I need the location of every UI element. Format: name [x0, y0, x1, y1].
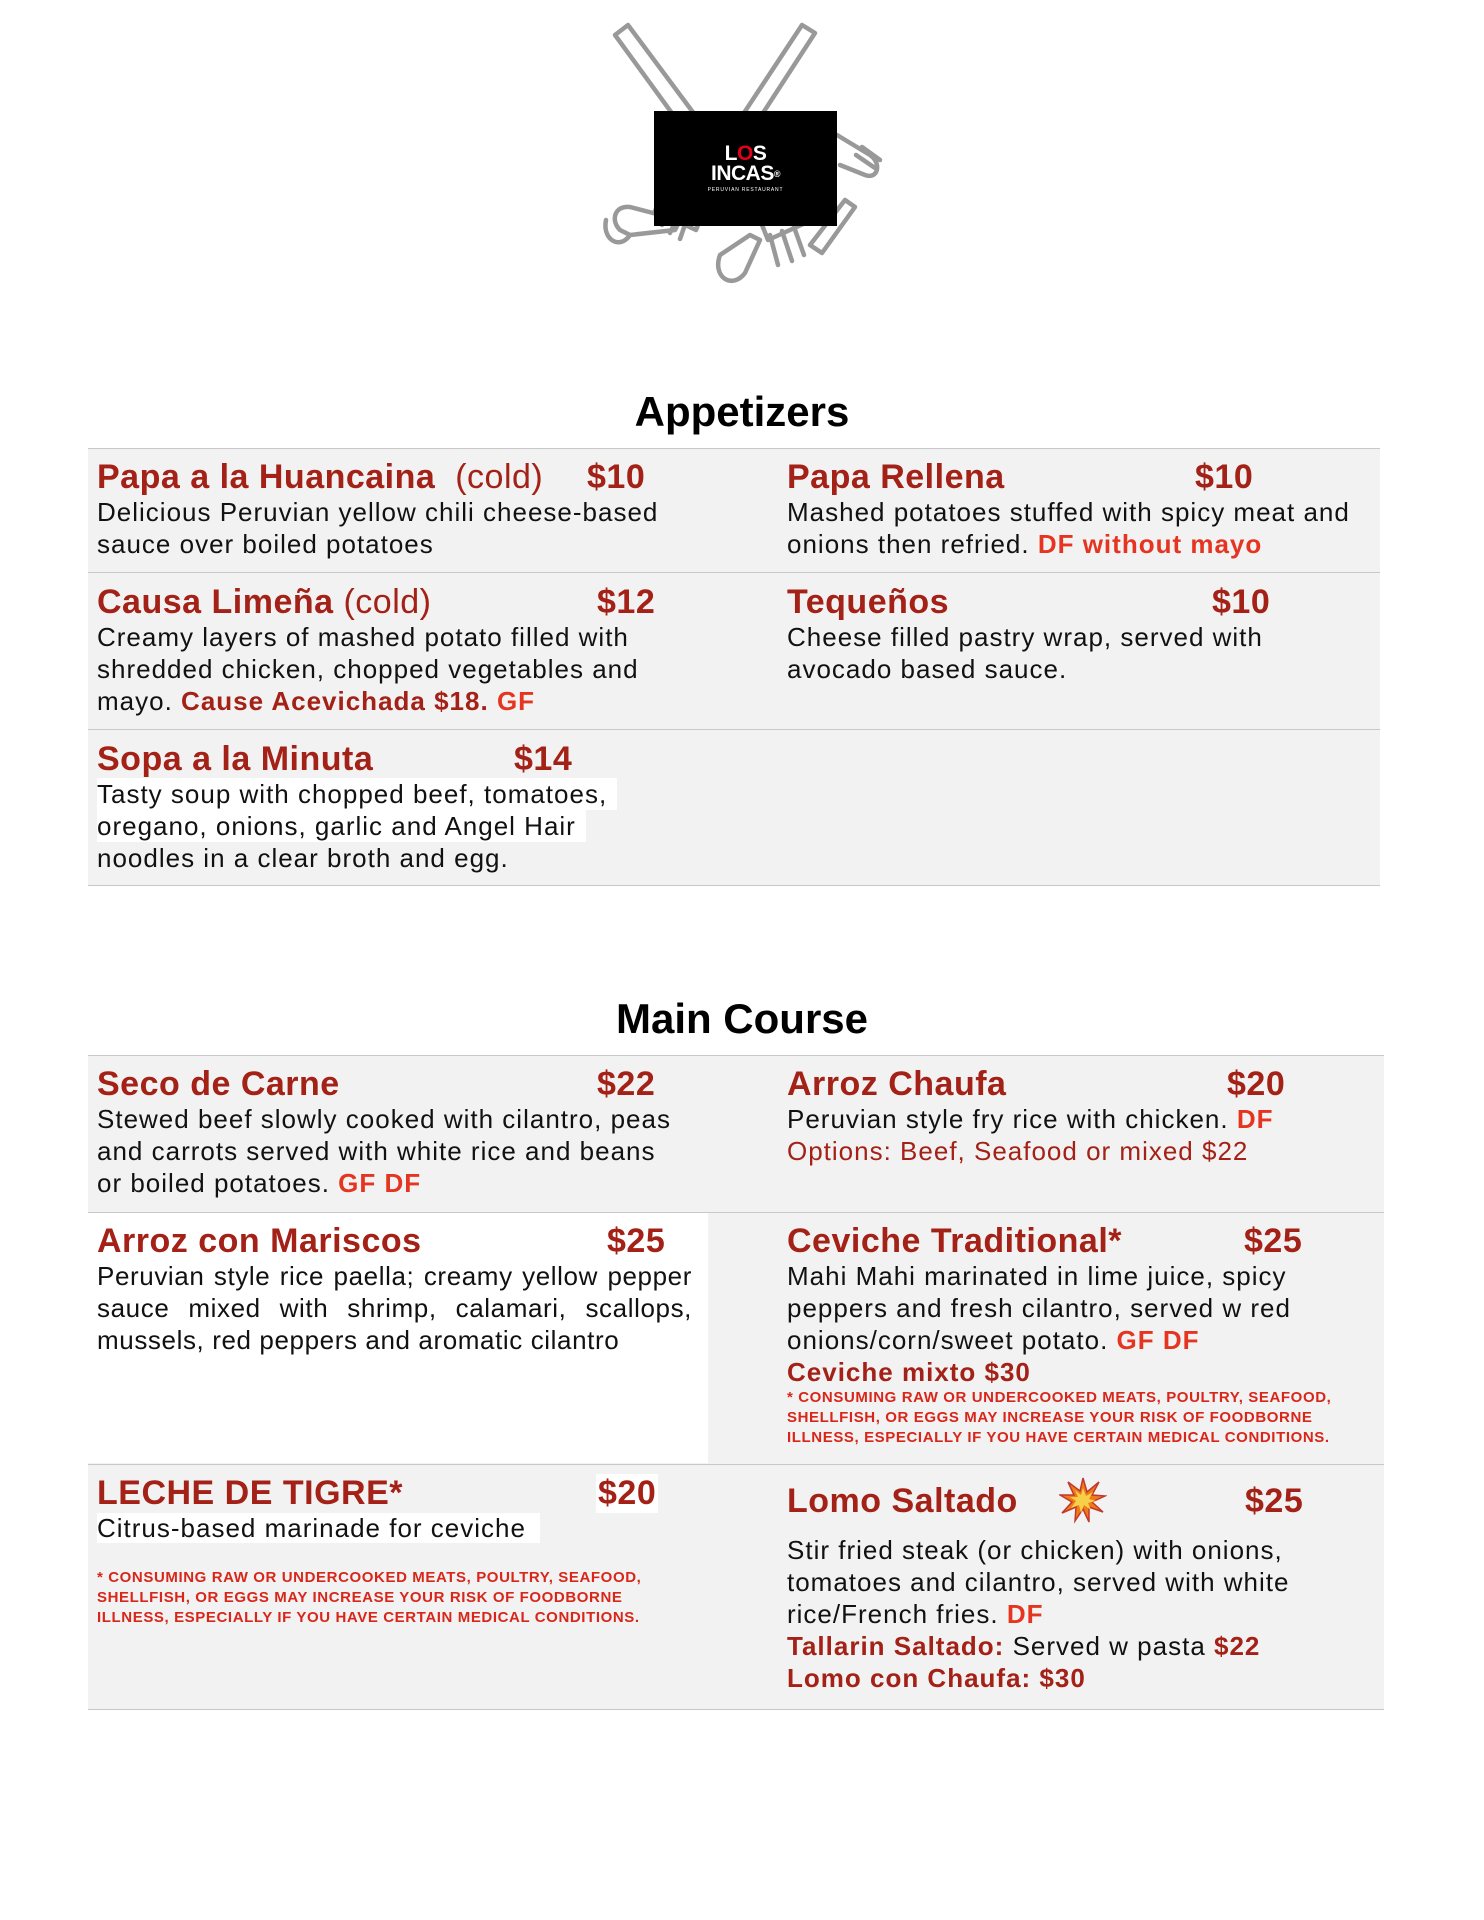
logo-subtitle: PERUVIAN RESTAURANT [707, 187, 784, 193]
dietary-tag: DF without mayo [1037, 529, 1263, 559]
item-name: Ceviche Traditional* [787, 1222, 1122, 1260]
logo-text-incas: INCAS [711, 162, 774, 185]
item-name: LECHE DE TIGRE* [97, 1474, 403, 1512]
raw-food-warning: * CONSUMING RAW OR UNDERCOOKED MEATS, POULTRY, SEAFOOD, SHELLFISH, OR EGGS MAY INCREASE YOUR RISK OF FOODBORNE ILLNESS, ESPECIALLY IF YOU HAVE CERTAIN MEDICAL CONDITIONS. [787, 1389, 1332, 1446]
item-price: $22 [597, 1065, 656, 1103]
menu-item-papa-rellena [787, 458, 1367, 560]
menu-item-lomo-saltado [787, 1482, 1347, 1694]
item-name: Tequeños [787, 583, 950, 621]
raw-food-warning: * CONSUMING RAW OR UNDERCOOKED MEATS, POULTRY, SEAFOOD, SHELLFISH, OR EGGS MAY INCREASE YOUR RISK OF FOODBORNE ILLNESS, ESPECIALLY IF YOU HAVE CERTAIN MEDICAL CONDITIONS. [97, 1569, 642, 1626]
item-name: Seco de Carne [97, 1065, 340, 1103]
menu-item-arroz-chaufa [787, 1065, 1367, 1167]
item-price: $20 [1227, 1065, 1286, 1103]
menu-item-causa-limena [97, 583, 697, 717]
item-description: Cheese filled pastry wrap, served with avocado based sauce. [787, 622, 1263, 684]
item-price: $25 [1244, 1222, 1303, 1260]
item-price: $14 [514, 740, 573, 778]
registered-mark: ® [773, 169, 780, 179]
appetizers-title: Appetizers [634, 388, 850, 435]
main-course-title: Main Course [615, 995, 869, 1042]
row-divider [88, 1464, 1384, 1465]
item-description: Peruvian style rice paella; creamy yellow pepper sauce mixed with shrimp, calamari, scallops, mussels, red peppers and aromatic cilantro [97, 1261, 692, 1355]
item-description: Peruvian style fry rice with chicken. [787, 1104, 1229, 1134]
item-note: (cold) [343, 583, 432, 621]
item-description: Creamy layers of mashed potato filled with shredded chicken, chopped vegetables and mayo. [97, 622, 639, 716]
logo-badge [654, 111, 837, 226]
item-description: Stewed beef slowly cooked with cilantro, peas and carrots served with white rice and beans or boiled potatoes. [97, 1104, 671, 1198]
item-price: $20 [598, 1474, 657, 1512]
dietary-tag: DF [1006, 1599, 1044, 1629]
menu-item-papa-huancaina [97, 458, 697, 560]
item-name: Sopa a la Minuta [97, 740, 374, 778]
menu-item-seco-de-carne [97, 1065, 697, 1199]
dietary-tag: DF [1236, 1104, 1274, 1134]
item-description: Mashed potatoes stuffed with spicy meat and onions then refried. [787, 497, 1350, 559]
logo-text-los: LOS [724, 142, 767, 165]
item-variant: Cause Acevichada $18. [181, 686, 489, 716]
item-description: Delicious Peruvian yellow chili cheese-based sauce over boiled potatoes [97, 497, 659, 559]
item-description: Mahi Mahi marinated in lime juice, spicy peppers and fresh cilantro, served w red onions/corn/sweet potato. [787, 1261, 1291, 1355]
menu-item-arroz-con-mariscos [97, 1222, 692, 1356]
item-variant: Lomo con Chaufa: $30 [787, 1663, 1086, 1693]
item-name: Papa a la Huancaina [97, 458, 436, 496]
spicy-burst-icon [1059, 1476, 1107, 1533]
menu-item-tequenos [787, 583, 1367, 685]
menu-item-leche-de-tigre [97, 1474, 697, 1628]
item-name: Papa Rellena [787, 458, 1005, 496]
item-name: Causa Limeña [97, 583, 334, 621]
item-price: $25 [607, 1222, 666, 1260]
item-price: $25 [1245, 1482, 1304, 1520]
item-name: Arroz Chaufa [787, 1065, 1007, 1103]
item-price: $12 [597, 583, 656, 621]
item-description: Tasty soup with chopped beef, tomatoes, oregano, onions, garlic and Angel Hair noodles in a clear broth and egg. [97, 778, 697, 874]
dietary-tag: GF DF [1116, 1325, 1200, 1355]
item-description: Stir fried steak (or chicken) with onions, tomatoes and cilantro, served with white rice/French fries. [787, 1535, 1290, 1629]
menu-item-ceviche-traditional [787, 1222, 1347, 1448]
item-name: Arroz con Mariscos [97, 1222, 422, 1260]
item-price: $10 [1195, 458, 1254, 496]
menu-item-sopa-minuta [97, 740, 697, 874]
item-note: (cold) [455, 458, 544, 496]
dietary-tag: GF DF [338, 1168, 422, 1198]
row-divider [88, 572, 1380, 573]
item-variant: Tallarin Saltado: Served w pasta $22 [787, 1631, 1261, 1661]
item-description: Citrus-based marinade for ceviche [97, 1513, 540, 1543]
item-price: $10 [587, 458, 646, 496]
item-name: Lomo Saltado [787, 1482, 1018, 1520]
item-price: $10 [1212, 583, 1271, 621]
item-variant: Ceviche mixto $30 [787, 1357, 1031, 1387]
row-divider [88, 729, 1380, 730]
restaurant-logo [600, 15, 890, 290]
item-options: Options: Beef, Seafood or mixed $22 [787, 1136, 1249, 1166]
dietary-tag: GF [496, 686, 536, 716]
